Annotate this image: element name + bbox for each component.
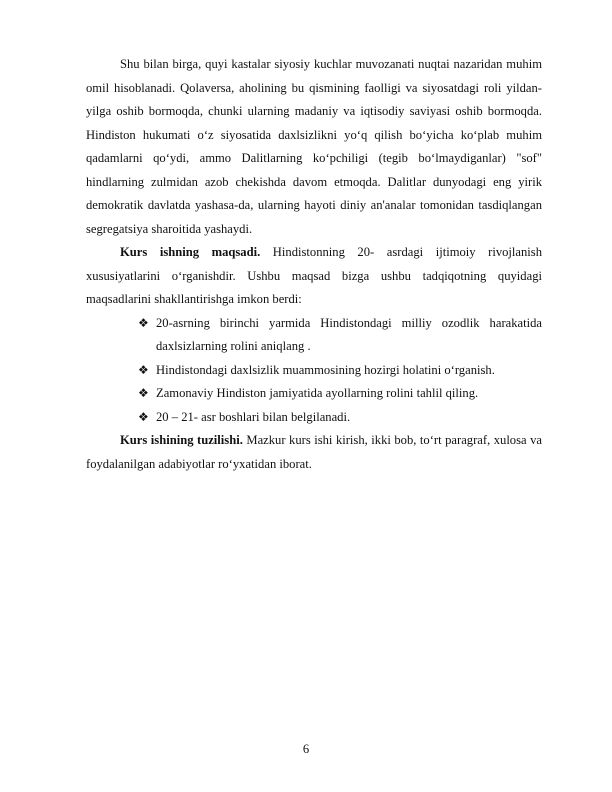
diamond-dots-icon: ❖ (138, 386, 149, 400)
page-number: 6 (302, 742, 310, 756)
list-item (138, 359, 542, 383)
goal-heading: Kurs ishning maqsadi. (120, 245, 261, 259)
list-item (138, 406, 542, 430)
diamond-dots-icon: ❖ (138, 409, 149, 424)
list-item-text: Hindistondagi daxlsizlik muammosining hozirgi holatini o‘rganish. (156, 362, 495, 377)
intro-paragraph: Shu bilan birga, quyi kastalar siyosiy kuchlar muvozanati nuqtai nazaridan muhim omil hisoblanadi. Qolaversa, aholining bu qismining faolligi va siyosatdagi roli yildan-yilga oshib bormoqda, chunki ularning madaniy va iqtisodiy saviyasi oshib bormoqda. Hindiston hukumati o‘z siyosatida daxlsizlikni yo‘q qilish bo‘yicha ko‘plab muhim qadamlarni qo‘ydi, ammo Dalitlarning ko‘pchiligi (tegib bo‘lmaydiganlar) "sof" hindlarning zulmidan azob chekishda davom etmoqda. Dalitlar dunyodagi eng yirik demokratik davlatda yashasa-da, ularning hayoti diniy an'analar tomonidan tasdiqlangan segregatsiya sharoitida yashaydi. (86, 57, 542, 236)
list-item-text: 20-asrning birinchi yarmida Hindistondagi milliy ozodlik harakatida daxlsizlarning rolini aniqlang . (156, 315, 542, 353)
goal-paragraph (86, 241, 542, 312)
goal-text: Hindistonning 20- asrdagi ijtimoiy rivojlanish xususiyatlarini o‘rganishdir. Ushbu maqsad bizga ushbu tadqiqotning quyidagi maqsadlarini shakllantirishga imkon berdi: (86, 245, 542, 306)
structure-text: Mazkur kurs ishi kirish, ikki bob, to‘rt paragraf, xulosa va foydalanilgan adabiyotlar ro‘yxatidan iborat. (86, 433, 542, 471)
list-item-text: Zamonaviy Hindiston jamiyatida ayollarning rolini tahlil qiling. (156, 386, 479, 400)
list-item-text: 20 – 21- asr boshlari bilan belgilanadi. (156, 409, 351, 424)
diamond-dots-icon: ❖ (138, 315, 149, 330)
page-content (86, 53, 542, 476)
objectives-list (86, 312, 542, 430)
diamond-dots-icon: ❖ (138, 362, 149, 377)
structure-heading: Kurs ishining tuzilishi. (120, 433, 243, 447)
list-item (138, 312, 542, 359)
list-item (138, 382, 542, 406)
structure-paragraph (86, 429, 542, 476)
